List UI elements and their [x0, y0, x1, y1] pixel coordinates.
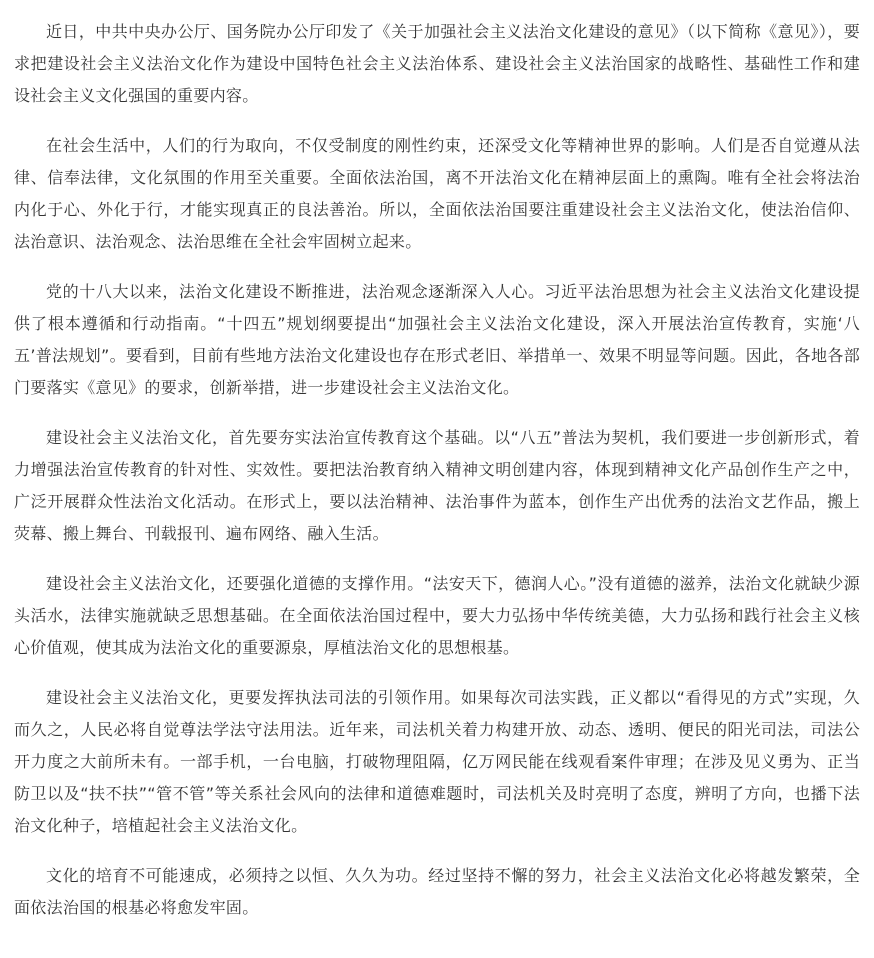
- paragraph-legal-education: 建设社会主义法治文化，首先要夯实法治宣传教育这个基础。以“八五”普法为契机，我们要进一步创新形式，着力增强法治宣传教育的针对性、实效性。要把法治教育纳入精神文明创建内容，体现到精神文化产品创作生产之中，广泛开展群众性法治文化活动。在形式上，要以法治精神、法治事件为蓝本，创作生产出优秀的法治文艺作品，搬上荧幕、搬上舞台、刊载报刊、遍布网络、融入生活。: [14, 428, 860, 543]
- paragraph-morality-support: 建设社会主义法治文化，还要强化道德的支撑作用。“法安天下，德润人心。”没有道德的滋养，法治文化就缺少源头活水，法律实施就缺乏思想基础。在全面依法治国过程中，要大力弘扬中华传统美德，大力弘扬和践行社会主义核心价值观，使其成为法治文化的重要源泉，厚植法治文化的思想根基。: [14, 574, 860, 657]
- paragraph-conclusion: 文化的培育不可能速成，必须持之以恒、久久为功。经过坚持不懈的努力，社会主义法治文化必将越发繁荣，全面依法治国的根基必将愈发牢固。: [14, 866, 860, 917]
- paragraph-social-life: 在社会生活中，人们的行为取向，不仅受制度的刚性约束，还深受文化等精神世界的影响。人们是否自觉遵从法律、信奉法律，文化氛围的作用至关重要。全面依法治国，离不开法治文化在精神层面上的熏陶。唯有全社会将法治内化于心、外化于行，才能实现真正的良法善治。所以，全面依法治国要注重建设社会主义法治文化，使法治信仰、法治意识、法治观念、法治思维在全社会牢固树立起来。: [14, 136, 860, 251]
- paragraph-intro: 近日，中共中央办公厅、国务院办公厅印发了《关于加强社会主义法治文化建设的意见》（以下简称《意见》），要求把建设社会主义法治文化作为建设中国特色社会主义法治体系、建设社会主义法治国家的战略性、基础性工作和建设社会主义文化强国的重要内容。: [14, 22, 860, 105]
- paragraph-judicial-leadership: 建设社会主义法治文化，更要发挥执法司法的引领作用。如果每次司法实践，正义都以“看得见的方式”实现，久而久之，人民必将自觉尊法学法守法用法。近年来，司法机关着力构建开放、动态、透明、便民的阳光司法，司法公开力度之大前所未有。一部手机，一台电脑，打破物理阻隔，亿万网民能在线观看案件审理；在涉及见义勇为、正当防卫以及“扶不扶”“管不管”等关系社会风向的法律和道德难题时，司法机关及时亮明了态度，辨明了方向，也播下法治文化种子，培植起社会主义法治文化。: [14, 688, 860, 835]
- paragraph-since-18th-congress: 党的十八大以来，法治文化建设不断推进，法治观念逐渐深入人心。习近平法治思想为社会主义法治文化建设提供了根本遵循和行动指南。“十四五”规划纲要提出“加强社会主义法治文化建设，深入开展法治宣传教育，实施‘八五’普法规划”。要看到，目前有些地方法治文化建设也存在形式老旧、举措单一、效果不明显等问题。因此，各地各部门要落实《意见》的要求，创新举措，进一步建设社会主义法治文化。: [14, 282, 860, 397]
